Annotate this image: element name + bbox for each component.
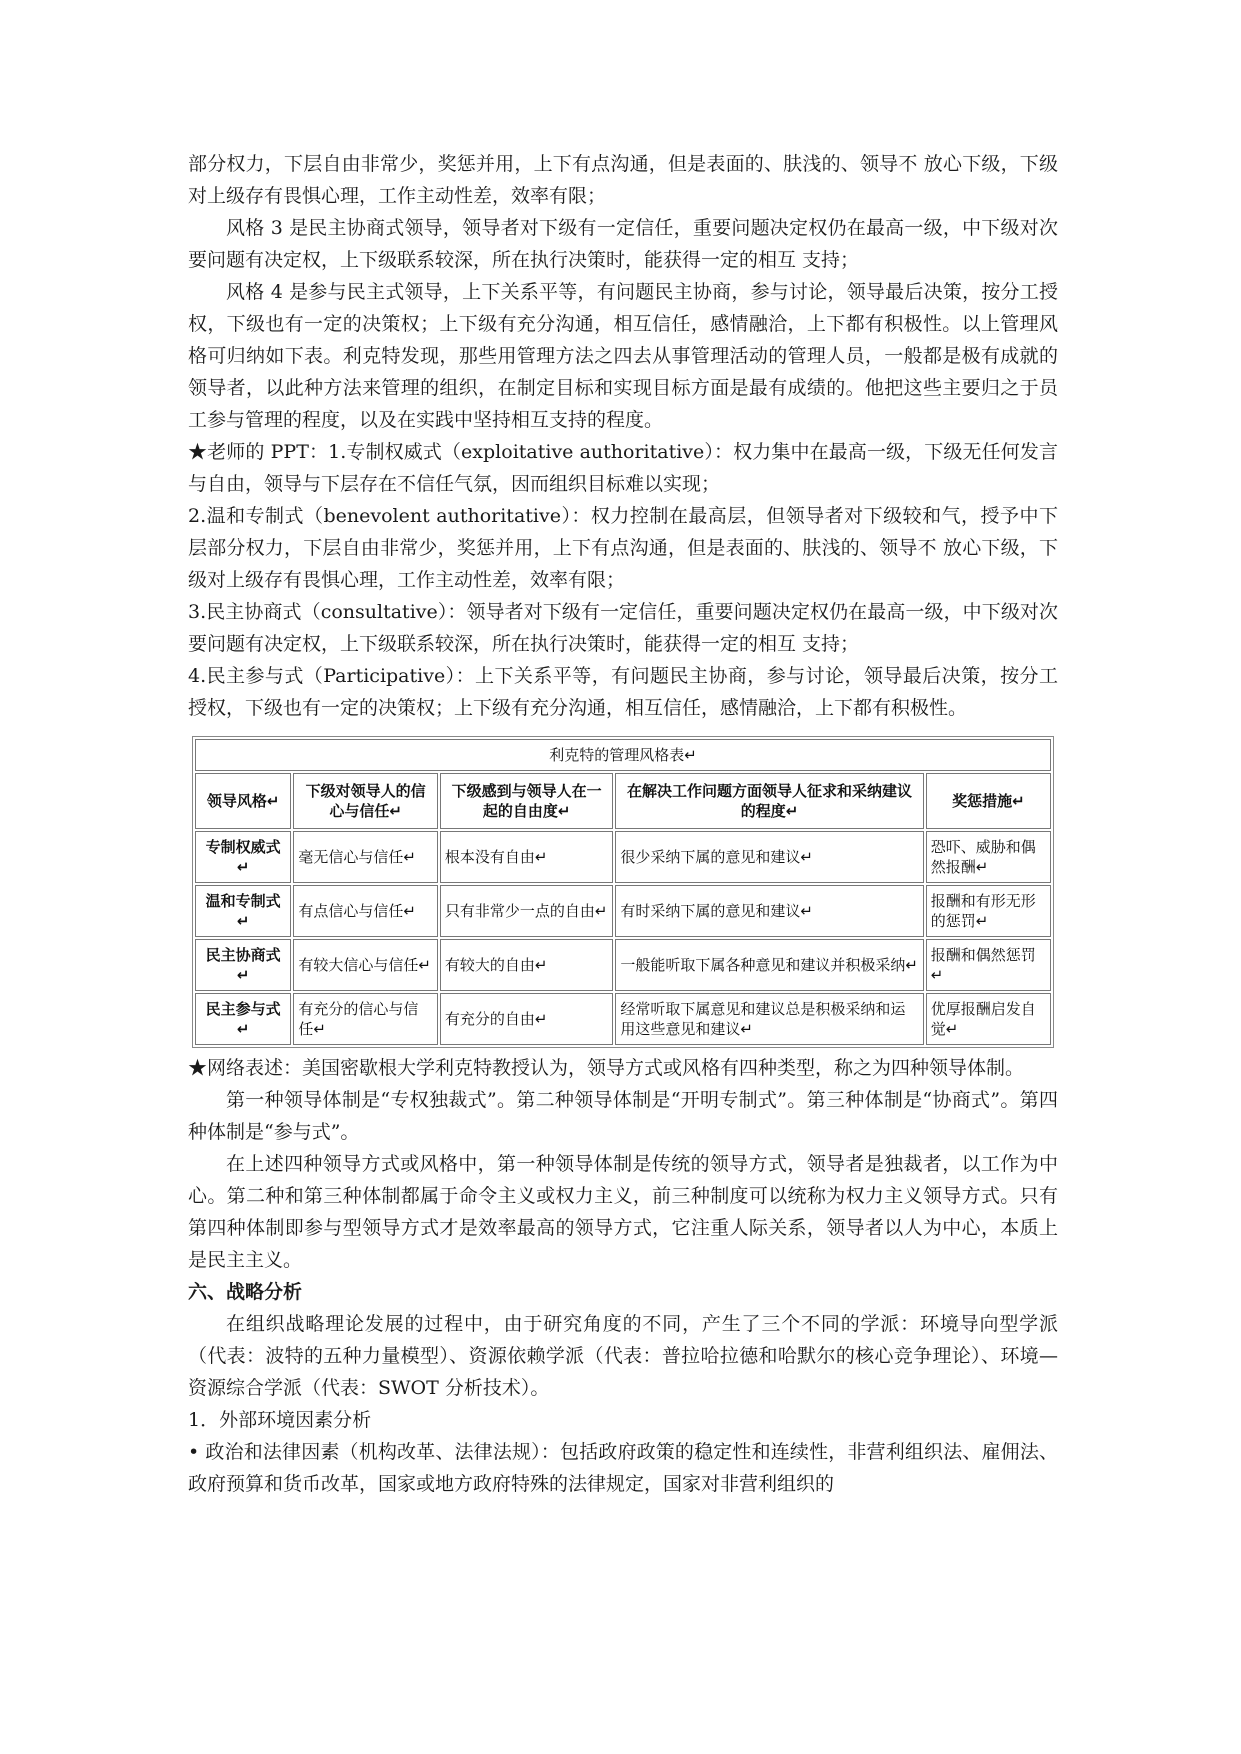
paragraph: ★老师的 PPT：1.专制权威式（exploitative authoritative）：权力集中在最高一级，下级无任何发言与自由，领导与下层存在不信任气氛，因而组织目标难以实现；	[188, 441, 1058, 495]
paragraph: 在上述四种领导方式或风格中，第一种领导体制是传统的领导方式，领导者是独裁者，以工作为中心。第二种和第三种体制都属于命令主义或权力主义，前三种制度可以统称为权力主义领导方式。只有第四种体制即参与型领导方式才是效率最高的领导方式，它注重人际关系，领导者以人为中心，本质上是民主主义。	[188, 1153, 1058, 1271]
table-cell: 优厚报酬启发自觉↵	[926, 993, 1051, 1045]
table-cell: 有较大信心与信任↵	[293, 939, 438, 991]
table-header: 奖惩措施↵	[926, 773, 1051, 829]
document-page	[188, 148, 1058, 1500]
paragraph: 2.温和专制式（benevolent authoritative）：权力控制在最高层，但领导者对下级较和气，授予中下层部分权力，下层自由非常少，奖惩并用，上下有点沟通，但是表面的、肤浅的、领导不 放心下级，下级对上级存有畏惧心理，工作主动性差，效率有限；	[188, 505, 1058, 591]
paragraph: ★网络表述：美国密歇根大学利克特教授认为，领导方式或风格有四种类型，称之为四种领导体制。	[188, 1057, 1025, 1079]
table-cell: 有充分的信心与信任↵	[293, 993, 438, 1045]
table-cell: 只有非常少一点的自由↵	[440, 885, 613, 937]
table-row	[195, 831, 1051, 883]
table-cell: 报酬和有形无形的惩罚↵	[926, 885, 1051, 937]
table-cell: 恐吓、威胁和偶然报酬↵	[926, 831, 1051, 883]
table-cell: 民主参与式↵	[195, 993, 291, 1045]
body-text-bottom	[188, 1052, 1058, 1500]
paragraph: 在组织战略理论发展的过程中，由于研究角度的不同，产生了三个不同的学派：环境导向型学派（代表：波特的五种力量模型）、资源依赖学派（代表：普拉哈拉德和哈默尔的核心竞争理论）、环境—资源综合学派（代表：SWOT 分析技术）。	[188, 1313, 1058, 1399]
body-text-top	[188, 148, 1058, 724]
paragraph: 4.民主参与式（Participative）：上下关系平等，有问题民主协商，参与讨论，领导最后决策，按分工授权，下级也有一定的决策权；上下级有充分沟通，相互信任，感情融洽，上下都有积极性。	[188, 665, 1058, 719]
paragraph: 风格 3 是民主协商式领导，领导者对下级有一定信任，重要问题决定权仍在最高一级，中下级对次要问题有决定权，上下级联系较深，所在执行决策时，能获得一定的相互 支持；	[188, 217, 1058, 271]
table-title: 利克特的管理风格表↵	[195, 739, 1051, 771]
table-header: 下级对领导人的信心与信任↵	[293, 773, 438, 829]
likert-style-table	[192, 736, 1054, 1048]
table-cell: 温和专制式↵	[195, 885, 291, 937]
table-cell: 一般能听取下属各种意见和建议并积极采纳↵	[615, 939, 923, 991]
table-cell: 报酬和偶然惩罚↵	[926, 939, 1051, 991]
table-cell: 有充分的自由↵	[440, 993, 613, 1045]
paragraph: 部分权力，下层自由非常少，奖惩并用，上下有点沟通，但是表面的、肤浅的、领导不 放心下级，下级对上级存有畏惧心理，工作主动性差，效率有限；	[188, 153, 1058, 207]
table-header: 领导风格↵	[195, 773, 291, 829]
table-cell: 毫无信心与信任↵	[293, 831, 438, 883]
table-row	[195, 939, 1051, 991]
section-heading: 六、战略分析	[188, 1281, 303, 1303]
subsection-heading: 1．外部环境因素分析	[188, 1409, 372, 1431]
table-cell: 很少采纳下属的意见和建议↵	[615, 831, 923, 883]
paragraph: 风格 4 是参与民主式领导，上下关系平等，有问题民主协商，参与讨论，领导最后决策，按分工授权，下级也有一定的决策权；上下级有充分沟通，相互信任，感情融洽，上下都有积极性。以上管理风格可归纳如下表。利克特发现，那些用管理方法之四去从事管理活动的管理人员，一般都是极有成就的领导者，以此种方法来管理的组织，在制定目标和实现目标方面是最有成绩的。他把这些主要归之于员工参与管理的程度，以及在实践中坚持相互支持的程度。	[188, 281, 1058, 431]
table-header: 下级感到与领导人在一起的自由度↵	[440, 773, 613, 829]
table-cell: 民主协商式↵	[195, 939, 291, 991]
table-header: 在解决工作问题方面领导人征求和采纳建议的程度↵	[615, 773, 923, 829]
table-cell: 有时采纳下属的意见和建议↵	[615, 885, 923, 937]
bullet-paragraph: • 政治和法律因素（机构改革、法律法规）：包括政府政策的稳定性和连续性，非营利组织法、雇佣法、政府预算和货币改革，国家或地方政府特殊的法律规定，国家对非营利组织的	[188, 1441, 1058, 1495]
table-row	[195, 993, 1051, 1045]
table-cell: 经常听取下属意见和建议总是积极采纳和运用这些意见和建议↵	[615, 993, 923, 1045]
table-row	[195, 885, 1051, 937]
table-cell: 根本没有自由↵	[440, 831, 613, 883]
paragraph: 第一种领导体制是“专权独裁式”。第二种领导体制是“开明专制式”。第三种体制是“协商式”。第四种体制是“参与式”。	[188, 1089, 1058, 1143]
table-cell: 有较大的自由↵	[440, 939, 613, 991]
table-cell: 有点信心与信任↵	[293, 885, 438, 937]
table-header-row	[195, 773, 1051, 829]
table-cell: 专制权威式↵	[195, 831, 291, 883]
paragraph: 3.民主协商式（consultative）：领导者对下级有一定信任，重要问题决定权仍在最高一级，中下级对次要问题有决定权，上下级联系较深，所在执行决策时，能获得一定的相互 支持；	[188, 601, 1058, 655]
